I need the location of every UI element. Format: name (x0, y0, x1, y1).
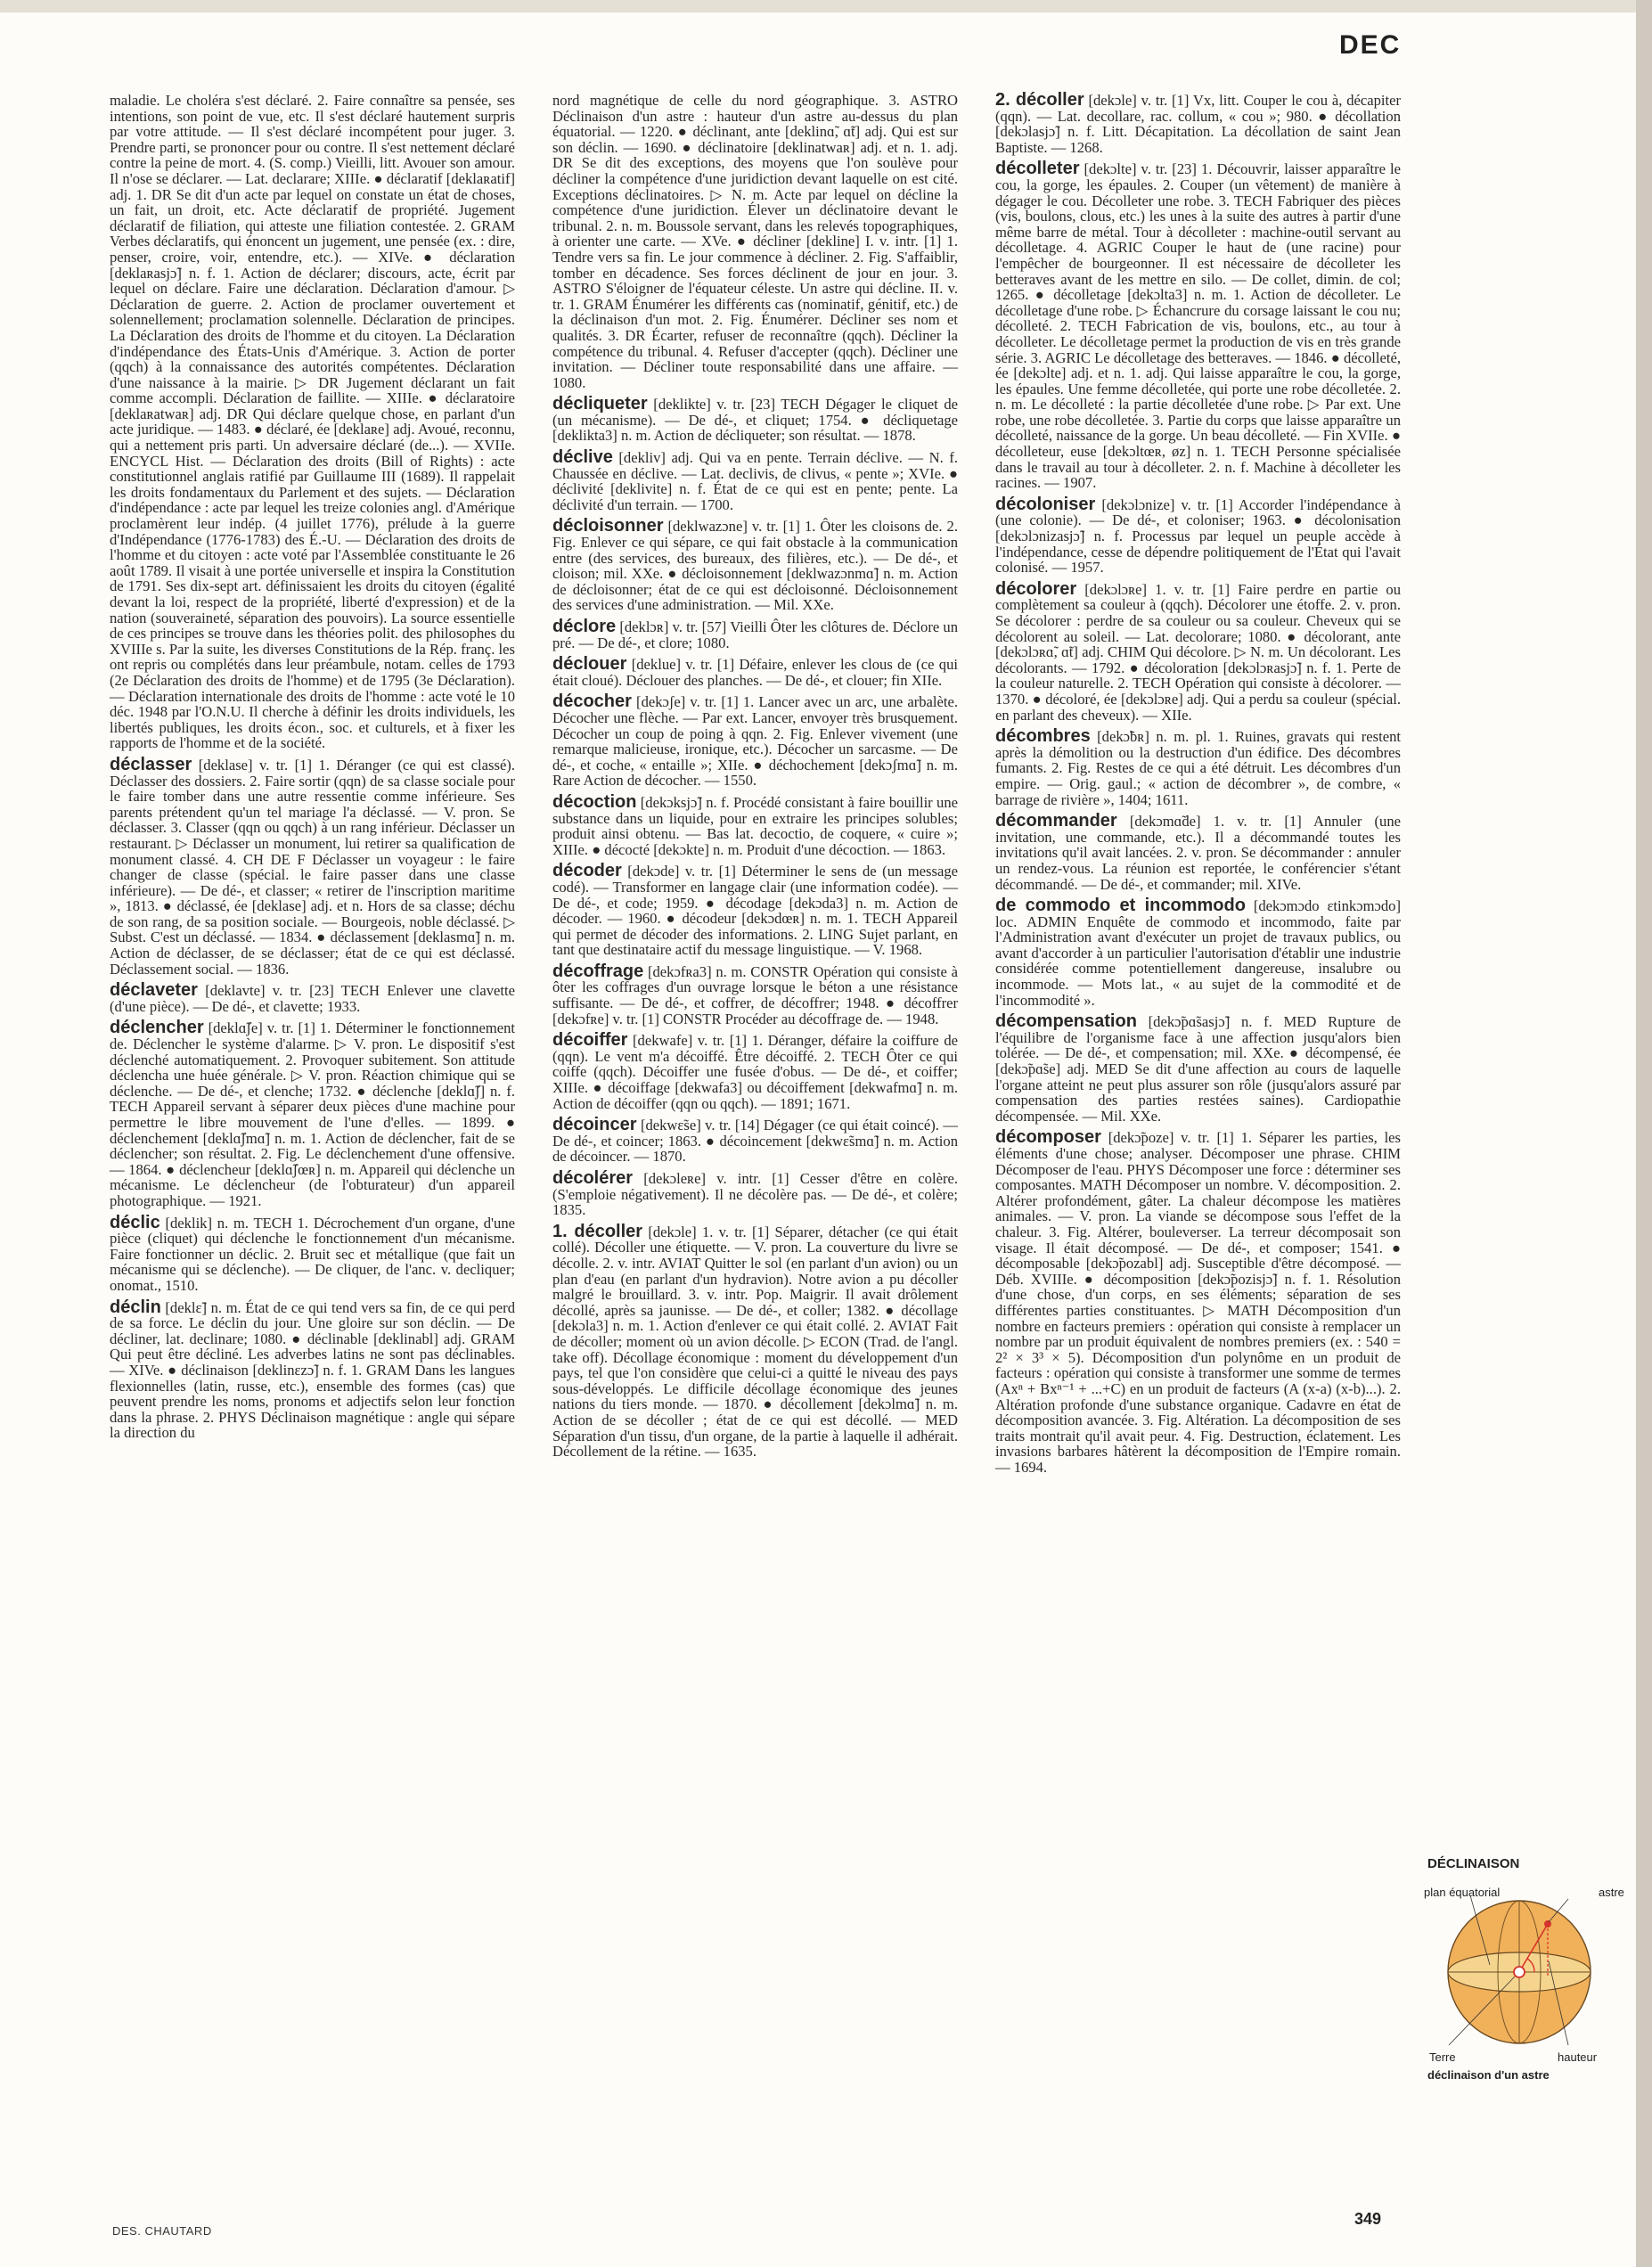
entry-headword: décoiffer (552, 1030, 628, 1051)
entry-text: [deklue] v. tr. [1] Défaire, enlever les clous de (ce qui était cloué). Déclouer des planches. — De dé-, et clouer; fin XIIe. (552, 656, 958, 689)
dictionary-entry (110, 1020, 515, 1208)
dictionary-entry (552, 791, 958, 858)
entry-headword: décolérer (552, 1168, 634, 1188)
entry-text: maladie. Le choléra s'est déclaré. 2. Faire connaître sa pensée, ses intentions, son point de vue, etc. Il s'est déclaré hautement surpris par votre attitude. — Il s'est déclaré incompétent pour juger. 3. Prendre parti, se prononcer pour ou contre. Il s'est nettement déclaré contre la peine de mort. 4. (S. comp.) Vieilli, litt. Avouer son amour. Il n'ose se déclarer. — Lat. declarare; XIIIe. ● déclaratif [deklaʀatif] adj. 1. DR Se dit d'un acte par lequel on constate un état de choses, un fait, un droit, etc. Acte déclaratif de propriété. Jugement déclaratif de filiation, qui atteste une filiation contestée. 2. GRAM Verbes déclaratifs, qui énoncent un jugement, une pensée (ex. : dire, penser, croire, voir, entendre, etc.). — XIVe. ● déclaration [deklaʀasjɔ̃] n. f. 1. Action de déclarer; discours, acte, écrit par lequel on déclare. Faire une déclaration. Déclaration d'amour. ▷ Déclaration de guerre. 2. Action de proclamer ouvertement et solennellement; proclamation solennelle. Déclaration de principes. La Déclaration des droits de l'homme et du citoyen. La Déclaration d'indépendance des États-Unis d'Amérique. 3. Action de porter (qqch) à la connaissance des autorités compétentes. Déclaration d'une naissance à la mairie. ▷ DR Jugement déclarant un fait comme accompli. Déclaration de faillite. — XIIIe. ● déclaratoire [deklaʀatwaʀ] adj. DR Qui déclare quelque chose, en parlant d'un acte juridique. — 1483. ● déclaré, ée [deklaʀe] adj. Avoué, reconnu, qui a nettement pris parti. Un adversaire déclaré (de...). — XVIIe. ENCYCL Hist. — Déclaration des droits (Bill of Rights) : acte constitutionnel anglais ratifié par Guillaume III (1689). Il rappelait les droits fondamentaux du Parlement et des sujets. — Déclaration d'indépendance : acte par lequel les treize colonies angl. d'Amérique proclamèrent leur indép. (4 juillet 1776), prélude à la guerre d'Indépendance (1776-1783) des É.-U. — Déclaration des droits de l'homme et du citoyen : acte voté par l'Assemblée constituante le 26 août 1789. Il visait à une portée universelle et inspira la Constitution de 1791. Ses dix-sept art. définissaient les droits du citoyen (égalité devant la loi, respect de la propriété, liberté d'expression) et de la nation (souveraineté, séparation des pouvoirs). La source essentielle de ces principes se trouve dans les théories polit. des philosophes du XVIIIe s. Par la suite, les diverses Constitutions de la Rép. franç. les ont repris ou complétés dans leur préambule, notam. celles de 1793 (2e Déclaration des droits de l'homme) et de 1795 (3e Déclaration). — Déclaration internationale des droits de l'homme : acte voté le 10 déc. 1948 par l'O.N.U. Il cherche à définir les droits individuels, les libertés publiques, les droits écon., soc. et culturels, et à fixer les rapports de l'homme et de la société. (110, 92, 515, 752)
illustrator-credit: DES. CHAUTARD (112, 2224, 212, 2238)
dictionary-entry (552, 654, 958, 689)
dictionary-entry (995, 811, 1401, 893)
dictionary-entry (110, 754, 515, 978)
entry-text: [deklavte] v. tr. [23] TECH Enlever une clavette (d'une pièce). — De dé-, et clavette; 1933. (110, 982, 515, 1015)
entry-text: [dekɔlɔʀe] 1. v. tr. [1] Faire perdre en partie ou complètement sa couleur à (qqch). Décolorer une étoffe. 2. v. pron. Se décolorer : perdre de sa couleur ou sa couleur. Cheveux qui se décolorent au soleil. — Lat. decolorare; 1080. ● décolorant, ante [dekɔlɔʀɑ̃, ɑ̃t] adj. CHIM Qui décolore. ▷ N. m. Un décolorant. Les décolorants. — 1792. ● décoloration [dekɔlɔʀasjɔ̃] n. f. 1. Perte de la couleur naturelle. 2. TECH Opération qui consiste à décolorer. — 1370. ● décoloré, ée [dekɔlɔʀe] adj. Qui a perdu sa couleur (spécial. en parlant des cheveux). — XIIe. (995, 580, 1401, 724)
dictionary-entry (552, 1168, 958, 1219)
dictionary-entry (552, 694, 958, 789)
dictionary-entry (552, 863, 958, 958)
page-number: 349 (1354, 2210, 1382, 2228)
dictionary-entry (995, 726, 1401, 808)
entry-text: [dekɔde] v. tr. [1] Déterminer le sens de (un message codé). — Transformer en langage clair (une information codée). — De dé-, et code; 1959. ● décodage [dekɔda3] n. m. Action de décoder. — 1960. ● décodeur [dekɔdœʀ] n. m. 1. TECH Appareil qui permet de décoder des informations. 2. LING Sujet parlant, en tant que destinataire actif du message linguistique. — V. 1968. (552, 863, 958, 959)
illustration-title: DÉCLINAISON (1427, 1856, 1520, 1871)
entry-headword: déclasser (110, 754, 192, 774)
entry-text: [dekɔ̃pɑ̃sasjɔ̃] n. f. MED Rupture de l'équilibre de l'organisme face à une affection jusqu'alors bien tolérée. — De dé-, et compensation; mil. XXe. ● décompensé, ée [dekɔ̃pɑ̃se] adj. MED Se dit d'une affection au cours de laquelle l'organe atteint ne peut plus assurer son rôle (jusqu'alors assuré par compensation des parties restées saines). Cardiopathie décompensée. — Mil. XXe. (995, 1013, 1401, 1125)
entry-headword: décombres (995, 726, 1091, 747)
illustration-caption: déclinaison d'un astre (1427, 2068, 1550, 2082)
label-terre: Terre (1429, 2050, 1456, 2064)
dictionary-entry (552, 961, 958, 1027)
star-marker (1544, 1920, 1551, 1927)
earth-marker (1514, 1967, 1525, 1977)
entry-headword: décommander (995, 811, 1117, 831)
dictionary-entry (552, 394, 958, 445)
entry-headword: décoder (552, 861, 622, 881)
dictionary-entry (110, 1212, 515, 1294)
entry-headword: décliqueter (552, 394, 648, 414)
entry-text: [dekɔlte] v. tr. [23] 1. Découvrir, laisser apparaître le cou, la gorge, les épaules. 2. Couper (un vêtement) de manière à dégager le cou. Décolleter une robe. 3. TECH Fabriquer des pièces (vis, boulons, clous, etc.) les unes à la suite des autres à partir d'une même barre de métal. Tour à décolleter : machine-outil servant au décolletage. 4. AGRIC Couper le haut de (une racine) pour l'empêcher de bourgeonner. Il est nécessaire de décolleter les betteraves avant de les mettre en silo. — De collet, dimin. de col; 1265. ● décolletage [dekɔlta3] n. m. 1. Action de décolleter. Le décolletage d'une robe. ▷ Échancrure du corsage laissant le cou nu; décolleté. 2. TECH Fabrication de vis, boulons, etc., au tour à décolleter. Le décolletage permet la production de vis en très grande série. 3. AGRIC Le décolletage des betteraves. — 1846. ● décolleté, ée [dekɔlte] adj. et n. 1. adj. Qui laisse apparaître le cou, la gorge, les épaules. Une femme décolletée, qui porte une robe décolletée. 2. n. m. Le décolleté : la partie décolletée d'une robe. ▷ Par ext. Une robe, une robe décolletée. 3. Partie du corps que laisse apparaître un décolleté, naissance de la gorge. Un beau décolleté. — Fin XVIIe. ● décolleteur, euse [dekɔltœʀ, øz] n. 1. TECH Personne spécialisée dans le travail au tour à décolleter. 2. n. f. Machine à décolleter les racines. — 1907. (995, 160, 1401, 492)
entry-text: nord magnétique de celle du nord géographique. 3. ASTRO Déclinaison d'un astre : hauteur d'un astre au-dessus du plan équatorial. — 1220. ● déclinant, ante [deklinɑ̃, ɑ̃t] adj. Qui est sur son déclin. — 1690. ● déclinatoire [deklinatwaʀ] adj. et n. 1. adj. DR Se dit des exceptions, des moyens que l'on soulève pour décliner la compétence d'une juridiction devant laquelle on est cité. Exceptions déclinatoires. ▷ N. m. Acte par lequel on décline la compétence d'une juridiction. Élever un déclinatoire devant le tribunal. 2. n. m. Boussole servant, dans les relevés topographiques, à orienter une carte. — XVe. ● décliner [dekline] I. v. intr. [1] 1. Tendre vers sa fin. Le jour commence à décliner. 2. Fig. S'affaiblir, tomber en décadence. Ses forces déclinent de jour en jour. 3. ASTRO S'éloigner de l'équateur céleste. Un astre qui décline. II. v. tr. 1. GRAM Énumérer les différents cas (nominatif, génitif, etc.) de la déclinaison d'un mot. 2. Fig. Énumérer. Décliner ses nom et qualités. 3. DR Écarter, refuser de reconnaître (qqch). Décliner la compétence du tribunal. 4. Refuser d'accepter (qqch). Décliner une invitation. — Décliner toute responsabilité dans une affaire. — 1080. (552, 92, 958, 391)
entry-text: [dekɔmɑ̃de] 1. v. tr. [1] Annuler (une invitation, une commande, etc.). Il a décommandé toutes les invitations qu'il avait lancées. 2. v. pron. Se décommander : annuler un rendez-vous. La réunion est reportée, le conférencier s'étant décommandé. — De dé-, et commander; mil. XIVe. (995, 813, 1401, 893)
dictionary-entry (995, 578, 1401, 724)
dictionary-entry (552, 1030, 958, 1112)
entry-text: [deklwazɔne] v. tr. [1] 1. Ôter les cloisons de. 2. Fig. Enlever ce qui sépare, ce qui fait obstacle à la communication entre (des services, des bureaux, des filières, etc.). — De dé-, et cloison; mil. XXe. ● décloisonnement [deklwazɔnmɑ̃] n. m. Action de décloisonner; état de ce qui est décloisonné. Décloisonnement des services d'une administration. — Mil. XXe. (552, 518, 958, 614)
dictionary-entry (995, 90, 1402, 156)
entry-text: [deklɑ̃ʃe] v. tr. [1] 1. Déterminer le fonctionnement de. Déclencher le système d'alarme. ▷ V. pron. Le dispositif s'est déclenché automatiquement. 2. Provoquer subitement. Son attitude déclencha une huée générale. ▷ V. pron. Réaction chimique qui se déclenche. — De dé-, et clenche; 1732. ● déclenche [deklɑ̃ʃ] n. f. TECH Appareil servant à séparer deux pièces d'une machine pour permettre le libre mouvement de l'une d'elles. — 1899. ● déclenchement [deklɑ̃ʃmɑ̃] n. m. 1. Action de déclencher, fait de se déclencher; son résultat. 2. Fig. Le déclenchement d'une offensive. — 1864. ● déclencheur [deklɑ̃ʃœʀ] n. m. Appareil qui déclenche un mécanisme. Le déclencheur (de l'obturateur) d'un appareil photographique. — 1921. (110, 1019, 515, 1209)
entry-headword: décolorer (995, 578, 1077, 599)
entry-headword: décoction (552, 791, 637, 812)
running-head: DEC (1339, 30, 1402, 60)
column-1 (110, 93, 515, 1447)
entry-headword: décolleter (995, 159, 1080, 179)
entry-text: [dekɔle] v. tr. [1] Vx, litt. Couper le cou à, décapiter (qqn). — Lat. decollare, rac. collum, « cou »; 980. ● décollation [dekɔlasjɔ̃] n. f. Litt. Décapitation. La décollation de saint Jean Baptiste. — 1268. (995, 92, 1402, 156)
entry-headword: déclouer (552, 654, 627, 675)
label-plan-equatorial: plan équatorial (1424, 1886, 1501, 1899)
entry-text: [dekɔfʀa3] n. m. CONSTR Opération qui consiste à ôter les coffrages d'un ouvrage lorsque le béton a une résistance suffisante. — De dé-, et coffrer, de décoffrer; 1948. ● décoffrer [dekɔfʀe] v. tr. [1] CONSTR Procéder au décoffrage de. — 1948. (552, 962, 958, 1027)
celestial-globe-diagram (1435, 1892, 1613, 2049)
entry-text: [dekɔle] 1. v. tr. [1] Séparer, détacher (ce qui était collé). Décoller une étiquette. — V. pron. La couverture du livre se décolle. 2. v. intr. AVIAT Quitter le sol (en parlant d'un avion) ou un plan d'eau (en parlant d'un hydravion). Notre avion a pu décoller malgré le brouillard. 3. v. intr. Pop. Maigrir. Il avait drôlement décollé, après sa jaunisse. — De dé-, et coller; 1382. ● décollage [dekɔla3] n. m. 1. Action d'enlever ce qui était collé. 2. AVIAT Fait de décoller; moment où un avion décolle. ▷ ECON (Trad. de l'angl. take off). Décollage économique : moment du développement d'un pays, tel que l'on considère que celui-ci a quitté le niveau des pays sous-développés. Le difficile décollage économique des jeunes nations du tiers monde. — 1870. ● décollement [dekɔlmɑ̃] n. m. Action de se décoller ; état de ce qui est décollé. — MED Séparation d'un tissu, d'un organe, de la partie à laquelle il adhérait. Décollement de la rétine. — 1635. (552, 1223, 959, 1461)
entry-headword: déclencher (110, 1018, 204, 1038)
entry-text: [dekɔʃe] v. tr. [1] 1. Lancer avec un arc, une arbalète. Décocher une flèche. — Par ext. Lancer, envoyer très brusquement. Décocher un coup de poing à qqn. 2. Fig. Enlever vivement (une remarque malicieuse, ironique, etc.). Décocher un sarcasme. — De dé-, et coche, « entaille »; XIIe. ● déchochement [dekɔʃmɑ̃] n. m. Rare Action de décocher. — 1550. (552, 693, 958, 790)
dictionary-entry (552, 447, 958, 513)
entry-text: [deklik] n. m. TECH 1. Décrochement d'un organe, d'une pièce (cliquet) qui déclenche le fonctionnement d'un mécanisme. Faire fonctionner un déclic. 2. Bruit sec et métallique (que fait un mécanisme qui se déclenche). — De cliquer, de l'anc. v. decliquer; onomat., 1510. (110, 1214, 515, 1294)
entry-text: [deklikte] v. tr. [23] TECH Dégager le cliquet de (un mécanisme). — De dé-, et cliquet; 1754. ● décliquetage [deklikta3] n. m. Action de décliqueter; son résultat. — 1878. (552, 396, 958, 445)
dictionary-entry (995, 898, 1401, 1008)
entry-headword: décoincer (552, 1115, 637, 1135)
entry-headword: déclic (110, 1212, 160, 1232)
entry-text: [dekwafe] v. tr. [1] 1. Déranger, défaire la coiffure de (qqn). Le vent m'a décoiffé. Être décoiffé. 2. TECH Ôter ce qui coiffe (qqch). Décoiffer une fusée d'obus. — De dé-, et coiffer; XIIIe. ● décoiffage [dekwafa3] ou décoiffement [dekwafmɑ̃] n. m. Action de décoiffer (qqn ou qqch). — 1891; 1671. (552, 1032, 958, 1112)
dictionary-entry (552, 1117, 958, 1165)
dictionary-entry (552, 619, 958, 651)
dictionary-entry (552, 93, 958, 390)
entry-text: [dekɔmɔdo ɛtinkɔmɔdo] loc. ADMIN Enquête de commodo et incommodo, faite par l'Administration avant d'exécuter un projet de travaux publics, ou avant d'accorder à un particulier l'autorisation d'établir une industrie considérée comme potentiellement dangereuse, insalubre ou incommode. — Mots lat., « au sujet de la commodité et de l'incommodité ». (995, 897, 1401, 1009)
entry-headword: décoffrage (552, 961, 644, 981)
entry-text: [dekɔ̃poze] v. tr. [1] 1. Séparer les parties, les éléments d'une chose; analyser. Décomposer une phrase. CHIM Décomposer de l'eau. PHYS Décomposer une force : déterminer ses composantes. MATH Décomposer un nombre. V. décomposition. 2. Altérer profondément, gâter. La chaleur décompose les matières animales. — V. pron. La viande se décompose sous l'effet de la chaleur. 3. Fig. Altérer, bouleverser. La terreur décomposait son visage. Il était décomposé. — De dé-, et composer; 1541. ● décomposable [dekɔ̃pozabl] adj. Susceptible d'être décomposé. — Déb. XVIIIe. ● décomposition [dekɔ̃pozisjɔ̃] n. f. 1. Résolution d'une chose, d'un corps, en ses éléments; séparation de ses différentes parties constituantes. ▷ MATH Décomposition d'un nombre en facteurs premiers : opération qui consiste à remplacer un nombre par un produit équivalent de nombres premiers (ex. : 540 = 2² × 3³ × 5). Décomposition d'un polynôme en un produit de facteurs : opération qui consiste à transformer une somme de termes (Axⁿ + Bxⁿ⁻¹ + ...+C) en un produit de facteurs (A (x-a) (x-b)...). 2. Altération profonde d'une substance organique. Cadavre en état de décomposition avancée. 3. Fig. Altération. La décomposition de ses traits montrait qu'il avait peur. 4. Fig. Destruction, éclatement. Les invasions barbares hâtèrent la décomposition de l'Empire romain. — 1694. (995, 1129, 1401, 1476)
entry-headword: décompensation (995, 1011, 1137, 1032)
dictionary-entry (995, 161, 1401, 490)
entry-headword: déclore (552, 617, 617, 636)
entry-text: [dekɔleʀe] v. intr. [1] Cesser d'être en colère. (S'emploie négativement). Il ne décolère pas. — De dé-, et colère; 1835. (552, 1170, 958, 1219)
dictionary-entry (110, 980, 515, 1015)
dictionary-entry (995, 1011, 1401, 1125)
scan-edge-top (0, 0, 1652, 12)
entry-headword: déclive (552, 447, 613, 468)
entry-headword: décoloniser (995, 494, 1096, 514)
dictionary-entry (995, 494, 1401, 577)
entry-text: [deklɔʀ] v. tr. [57] Vieilli Ôter les clôtures de. Déclore un pré. — De dé-, et clore; 1080. (552, 618, 958, 651)
label-hauteur: hauteur (1558, 2050, 1598, 2064)
dictionary-entry (995, 1127, 1401, 1476)
dictionary-entry (110, 1297, 515, 1442)
column-2 (552, 93, 958, 1466)
entry-text: [dekliv] adj. Qui va en pente. Terrain déclive. — N. f. Chaussée en déclive. — Lat. declivis, de clivus, « pente »; XVIe. ● déclivité [deklivite] n. f. État de ce qui est en pente; pente. La déclivité d'un terrain. — 1700. (552, 449, 958, 513)
column-3 (995, 90, 1402, 1481)
declinaison-illustration (1424, 1856, 1634, 2088)
entry-headword: décocher (552, 692, 632, 712)
entry-text: [deklase] v. tr. [1] 1. Déranger (ce qui est classé). Déclasser des dossiers. 2. Faire sortir (qqn) de sa classe sociale pour le faire tomber dans une autre ressentie comme inférieure. Ses parents prétendent qu'un tel mariage l'a déclassé. — V. pron. Se déclasser. 3. Classer (qqn ou qqch) à un rang inférieur. Déclasser un restaurant. ▷ Déclasser un monument, lui retirer sa qualification de monument classé. 4. CH DE F Déclasser un voyageur : le faire changer de classe (spécial. le faire passer dans une classe inférieure). — De dé-, et classer; « retirer de l'inscription maritime », 1813. ● déclassé, ée [deklase] adj. et n. Hors de sa classe; déchu de son rang, de sa position sociale. — Bourgeois, noble déclassé. ▷ Subst. C'est un déclassé. — 1834. ● déclassement [deklasmɑ̃] n. m. Action de déclasser, de se déclasser; état de ce qui est déclassé. Déclassement social. — 1836. (110, 756, 515, 978)
entry-headword: 2. décoller (995, 90, 1084, 110)
label-astre: astre (1599, 1886, 1624, 1899)
entry-text: [dekwɛ̃se] v. tr. [14] Dégager (ce qui était coincé). — De dé-, et coincer; 1863. ● décoincement [dekwɛ̃smɑ̃] n. m. Action de décoincer. — 1870. (552, 1117, 958, 1166)
dictionary-entry (552, 516, 958, 614)
dictionary-entry (110, 93, 515, 751)
entry-text: [dekɔlɔnize] v. tr. [1] Accorder l'indépendance à (une colonie). — De dé-, et coloniser; 1963. ● décolonisation [dekɔlɔnizasjɔ̃] n. f. Processus par lequel un peuple accède à l'indépendance, cesse de dépendre politiquement de l'État qui l'avait colonisé. — 1957. (995, 495, 1401, 577)
entry-headword: de commodo et incommodo (995, 896, 1246, 916)
entry-text: [dekɔ̃bʀ] n. m. pl. 1. Ruines, gravats qui restent après la démolition ou la destruction d'un édifice. Des décombres fumants. 2. Fig. Restes de ce qui a été détruit. Les décombres d'un empire. — Orig. gaul.; « action de décombrer », de combre, « barrage de rivière », 1404; 1611. (995, 728, 1401, 808)
entry-headword: déclaveter (110, 980, 198, 1001)
entry-text: [deklɛ̃] n. m. État de ce qui tend vers sa fin, de ce qui perd de sa force. Le déclin du jour. Une gloire sur son déclin. — De décliner, lat. declinare; 1080. ● déclinable [deklinabl] adj. GRAM Qui peut être décliné. Les adverbes latins ne sont pas déclinables. — XIVe. ● déclinaison [deklinɛzɔ̃] n. f. 1. GRAM Dans les langues flexionnelles (latin, russe, etc.), ensemble des formes (cas) que peuvent prendre les noms, pronoms et adjectifs selon leur fonction dans la phrase. 2. PHYS Déclinaison magnétique : angle qui sépare la direction du (110, 1298, 515, 1442)
entry-text: [dekɔksjɔ̃] n. f. Procédé consistant à faire bouillir une substance dans un liquide, pour en extraire les principes solubles; produit ainsi obtenu. — Bas lat. decoctio, de coquere, « cuire »; XIIIe. ● décocté [dekɔkte] n. m. Produit d'une décoction. — 1863. (552, 793, 958, 858)
entry-headword: décomposer (995, 1127, 1101, 1148)
entry-headword: décloisonner (552, 516, 664, 536)
dictionary-entry (552, 1221, 959, 1461)
entry-headword: 1. décoller (552, 1221, 643, 1241)
scan-edge-right (1636, 0, 1652, 2267)
entry-headword: déclin (110, 1297, 161, 1317)
